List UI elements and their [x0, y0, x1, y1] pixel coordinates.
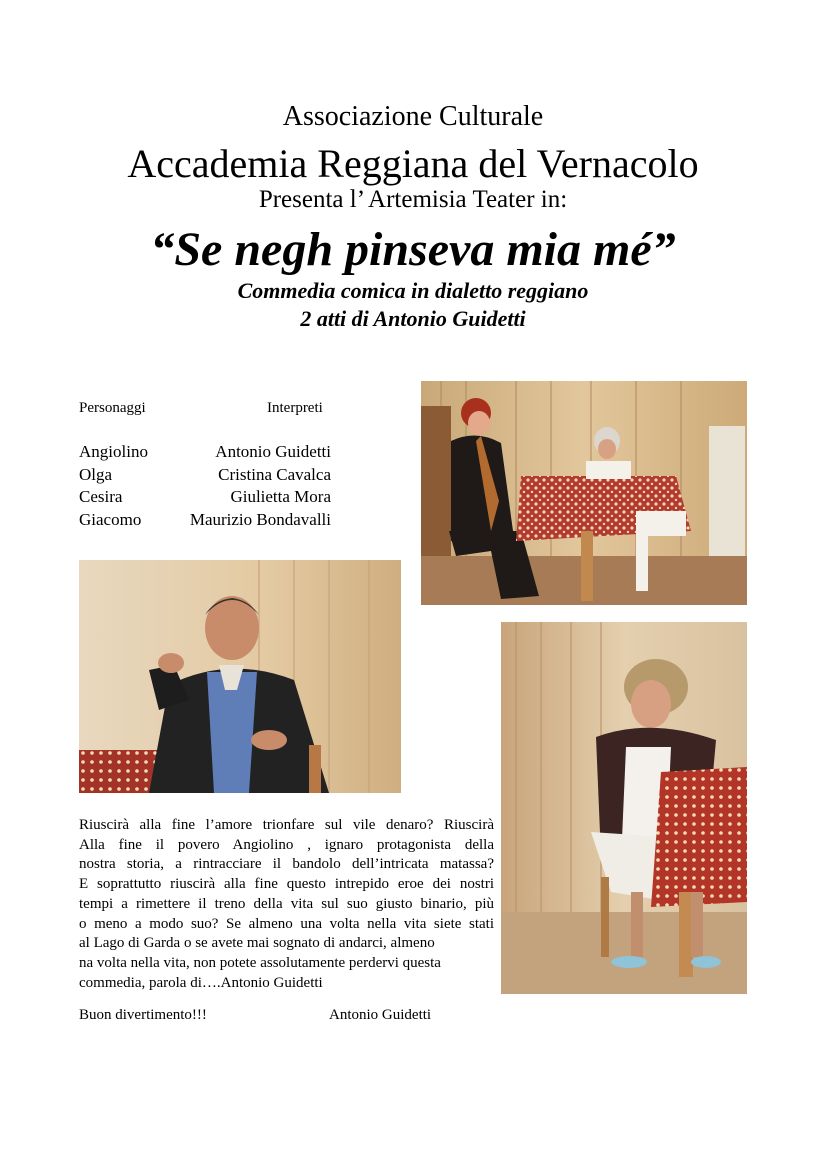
description-line: na volta nella vita, non potete assolutamente perdervi questa: [79, 954, 441, 971]
cast-row: [79, 442, 331, 465]
stage-photo-apron: [501, 622, 747, 994]
cast-row: [79, 487, 331, 510]
stage-photo-table: [421, 381, 747, 605]
association-label: Associazione Culturale: [282, 101, 544, 132]
description-line: nostra storia, a rintracciare il bandolo dell’intricata matassa?: [79, 856, 494, 873]
stage-photo-actor: [79, 560, 401, 793]
presents-line: Presenta l’ Artemisia Teater in:: [258, 186, 568, 213]
performer-name: Antonio Guidetti: [215, 442, 331, 461]
play-description: [79, 816, 494, 993]
description-line: Riuscirà alla fine l’amore trionfare sul vile denaro? Riuscirà: [79, 817, 494, 833]
description-line: E soprattutto riuscirà alla fine questo intrepido eroe dei nostri: [79, 876, 494, 893]
play-author: 2 atti di Antonio Guidetti: [300, 306, 526, 331]
characters-heading: Personaggi: [79, 400, 146, 416]
author-signature: Antonio Guidetti: [329, 1007, 432, 1023]
performer-name: Giulietta Mora: [230, 487, 331, 506]
character-name: Cesira: [79, 487, 123, 506]
performers-heading: Interpreti: [267, 400, 323, 416]
cast-row: [79, 465, 331, 488]
description-line: commedia, parola di….Antonio Guidetti: [79, 974, 323, 991]
closing-greeting: Buon divertimento!!!: [79, 1007, 207, 1023]
description-line: al Lago di Garda o se avete mai sognato di andarci, almeno: [79, 935, 435, 952]
description-line: o meno a modo suo? Se almeno una volta nella vita siete stati: [79, 915, 494, 932]
performer-name: Cristina Cavalca: [218, 465, 331, 484]
performer-name: Maurizio Bondavalli: [189, 510, 331, 529]
description-line: Alla fine il povero Angiolino , ignaro protagonista della: [79, 836, 494, 853]
character-name: Giacomo: [79, 510, 142, 529]
academy-name: Accademia Reggiana del Vernacolo: [127, 141, 699, 186]
description-line: tempi a rimettere il treno della vita sul suo giusto binario, più: [79, 895, 494, 912]
play-title: “Se negh pinseva mia mé”: [150, 223, 676, 276]
character-name: Angiolino: [79, 442, 148, 461]
character-name: Olga: [79, 465, 113, 484]
play-genre: Commedia comica in dialetto reggiano: [237, 278, 589, 303]
cast-row: [79, 510, 331, 533]
